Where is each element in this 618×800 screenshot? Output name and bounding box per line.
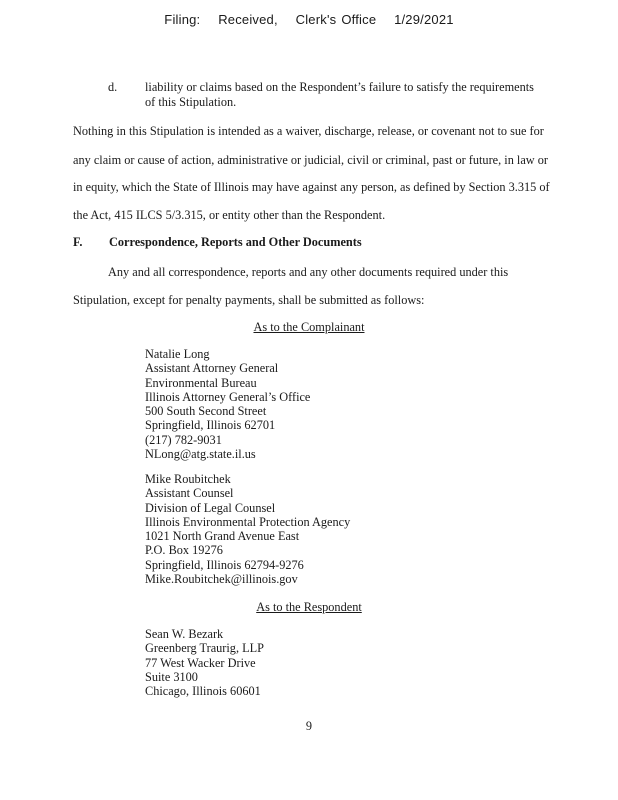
header-office: Office xyxy=(341,12,377,27)
page-number: 9 xyxy=(305,719,313,733)
any-para-line-1: Any and all correspondence, reports and any other documents required under this xyxy=(108,265,509,279)
address-line: Assistant Counsel xyxy=(145,486,234,501)
address-line: Mike.Roubitchek@illinois.gov xyxy=(145,572,298,587)
address-line: Division of Legal Counsel xyxy=(145,500,276,515)
address-line: Sean W. Bezark xyxy=(145,627,224,641)
item-marker: d. xyxy=(108,80,118,94)
complainant-heading: As to the Complainant xyxy=(253,320,365,334)
header-clerks: Clerk's xyxy=(295,12,337,27)
nothing-para-line-3: in equity, which the State of Illinois may have against any person, as defined by Section 3.315 of xyxy=(73,180,550,194)
address-line: Assistant Attorney General xyxy=(145,361,279,376)
filing-header xyxy=(0,12,618,27)
address-line: Illinois Environmental Protection Agency xyxy=(145,514,351,529)
header-filing: Filing: xyxy=(164,12,201,27)
address-line: (217) 782-9031 xyxy=(145,432,222,447)
address-line: P.O. Box 19276 xyxy=(145,543,223,558)
address-line: 77 West Wacker Drive xyxy=(145,655,256,670)
respondent-heading: As to the Respondent xyxy=(256,600,362,614)
address-line: Natalie Long xyxy=(145,347,210,361)
address-line: NLong@atg.state.il.us xyxy=(145,447,256,462)
address-line: Chicago, Illinois 60601 xyxy=(145,684,261,699)
header-received: Received, xyxy=(218,12,278,27)
address-line: Mike Roubitchek xyxy=(145,472,231,486)
address-line: Environmental Bureau xyxy=(145,375,257,390)
complainant-address-2 xyxy=(145,472,350,586)
address-line: 1021 North Grand Avenue East xyxy=(145,529,300,544)
address-line: 500 South Second Street xyxy=(145,404,267,419)
address-line: Illinois Attorney General’s Office xyxy=(145,389,311,404)
section-title: Correspondence, Reports and Other Documents xyxy=(109,235,362,249)
address-line: Suite 3100 xyxy=(145,669,198,684)
section-number: F. xyxy=(73,235,83,249)
address-line: Springfield, Illinois 62794-9276 xyxy=(145,557,304,572)
item-text: liability or claims based on the Respondent’s failure to satisfy the requirements of this Stipulation. xyxy=(145,80,534,109)
address-line: Springfield, Illinois 62701 xyxy=(145,418,276,433)
nothing-para-line-2: any claim or cause of action, administrative or judicial, civil or criminal, past or future, in law or xyxy=(73,153,548,167)
respondent-address xyxy=(145,627,264,698)
nothing-para-line-4: the Act, 415 ILCS 5/3.315, or entity other than the Respondent. xyxy=(73,208,386,222)
complainant-address-1 xyxy=(145,347,310,461)
any-para-line-2: Stipulation, except for penalty payments, shall be submitted as follows: xyxy=(73,293,425,307)
header-date: 1/29/2021 xyxy=(394,12,454,27)
address-line: Greenberg Traurig, LLP xyxy=(145,641,264,656)
nothing-para-line-1: Nothing in this Stipulation is intended as a waiver, discharge, release, or covenant not to sue for xyxy=(73,124,544,138)
